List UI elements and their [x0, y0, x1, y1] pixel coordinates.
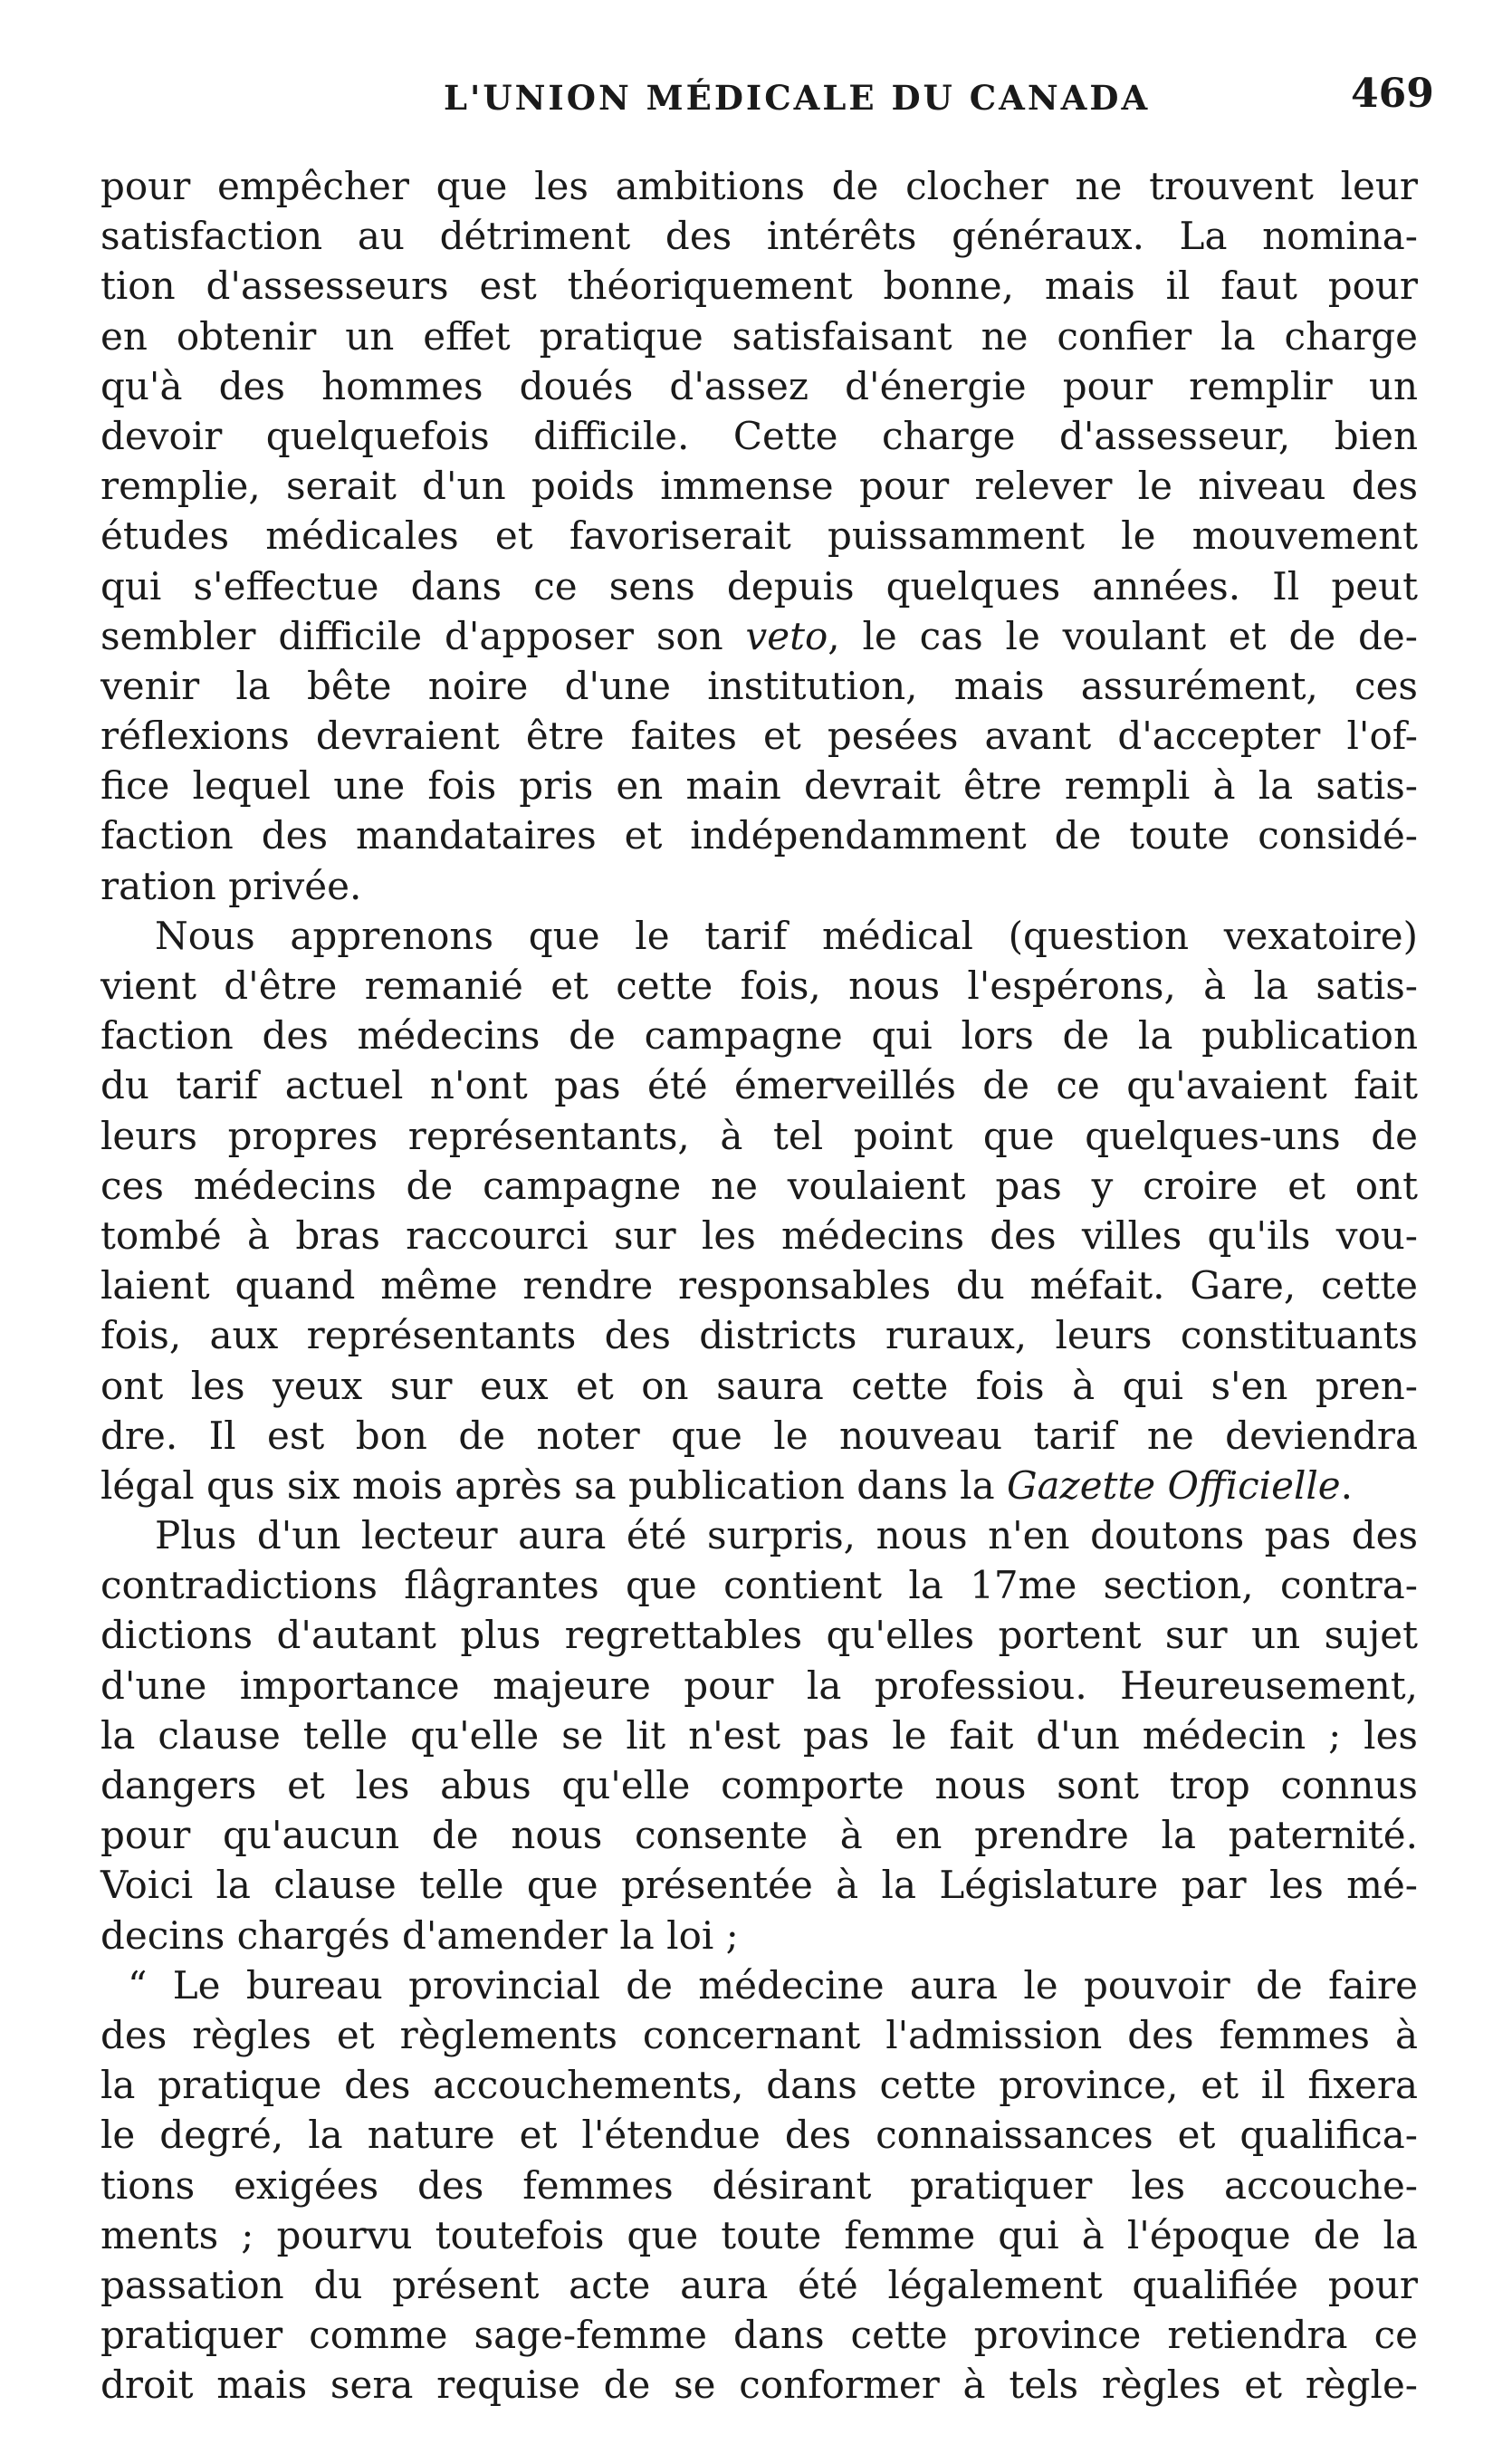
text-line: dangers et les abus qu'elle comporte nous sont trop connus: [100, 1763, 1418, 1807]
text-line: laient quand même rendre responsables du méfait. Gare, cette: [100, 1263, 1418, 1308]
text-line: passation du présent acte aura été légalement qualifiée pour: [100, 2262, 1418, 2307]
text-line: remplie, serait d'un poids immense pour relever le niveau des: [100, 464, 1418, 509]
text-line: devoir quelquefois difficile. Cette charge d'assesseur, bien: [100, 413, 1418, 458]
running-title: L'UNION MÉDICALE DU CANADA: [444, 78, 1151, 118]
text-line: pour empêcher que les ambitions de clocher ne trouvent leur: [100, 164, 1418, 208]
text-line: réflexions devraient être faites et pesées avant d'accepter l'of-: [100, 714, 1418, 759]
text-line: dre. Il est bon de noter que le nouveau tarif ne deviendra: [100, 1413, 1418, 1458]
text-line: ces médecins de campagne ne voulaient pas y croire et ont: [100, 1163, 1418, 1208]
text-line: légal qus six mois après sa publication dans la Gazette Officielle.: [100, 1462, 1354, 1508]
text-line: pour qu'aucun de nous consente à en prendre la paternité.: [100, 1813, 1418, 1858]
text-line: satisfaction au détriment des intérêts généraux. La nomina-: [100, 214, 1418, 259]
text-line: tombé à bras raccourci sur les médecins des villes qu'ils vou-: [100, 1212, 1418, 1258]
page-number: 469: [1351, 71, 1434, 117]
text-line: qui s'effectue dans ce sens depuis quelques années. Il peut: [100, 563, 1418, 609]
text-line: ration privée.: [100, 863, 362, 908]
text-line: études médicales et favoriserait puissamment le mouvement: [100, 513, 1418, 559]
text-line: venir la bête noire d'une institution, mais assurément, ces: [100, 663, 1418, 708]
text-line: dictions d'autant plus regrettables qu'elles portent sur un sujet: [100, 1613, 1418, 1658]
text-line: fois, aux représentants des districts ruraux, leurs constituants: [100, 1313, 1418, 1358]
paragraph-start-line: Plus d'un lecteur aura été surpris, nous n'en doutons pas des: [155, 1513, 1418, 1558]
text-line: decins chargés d'amender la loi ;: [100, 1912, 739, 1958]
text-line: pratiquer comme sage-femme dans cette province retiendra ce: [100, 2313, 1418, 2358]
text-line: la clause telle qu'elle se lit n'est pas le fait d'un médecin ; les: [100, 1712, 1418, 1758]
body-text: [100, 161, 1418, 2410]
text-line: fice lequel une fois pris en main devrait être rempli à la satis-: [100, 763, 1418, 809]
text-line: qu'à des hommes doués d'assez d'énergie pour remplir un: [100, 363, 1418, 408]
text-line: d'une importance majeure pour la professiou. Heureusement,: [100, 1663, 1418, 1708]
text-line: la pratique des accouchements, dans cette province, et il fixera: [100, 2063, 1418, 2108]
paragraph-start-line: Nous apprenons que le tarif médical (question vexatoire): [155, 913, 1418, 958]
text-line: vient d'être remanié et cette fois, nous l'espérons, à la satis-: [100, 963, 1418, 1008]
text-line: tions exigées des femmes désirant pratiquer les accouche-: [100, 2162, 1418, 2208]
text-line: du tarif actuel n'ont pas été émerveillés de ce qu'avaient fait: [100, 1063, 1418, 1108]
text-line: Voici la clause telle que présentée à la Législature par les mé-: [100, 1863, 1418, 1908]
text-line: des règles et règlements concernant l'admission des femmes à: [100, 2012, 1418, 2057]
text-line: tion d'assesseurs est théoriquement bonne, mais il faut pour: [100, 264, 1418, 309]
text-line: en obtenir un effet pratique satisfaisant ne confier la charge: [100, 313, 1418, 359]
text-line: ont les yeux sur eux et on saura cette fois à qui s'en pren-: [100, 1363, 1418, 1408]
text-line: droit mais sera requise de se conformer à tels règles et règle-: [100, 2362, 1418, 2408]
text-line: contradictions flâgrantes que contient la 17me section, contra-: [100, 1563, 1418, 1608]
text-line: leurs propres représentants, à tel point que quelques-uns de: [100, 1113, 1418, 1158]
text-line: faction des mandataires et indépendamment de toute considé-: [100, 813, 1418, 858]
italic-term: veto: [745, 613, 828, 658]
text-line: sembler difficile d'apposer son veto, le cas le voulant et de de-: [100, 613, 1418, 658]
text-line: faction des médecins de campagne qui lors de la publication: [100, 1013, 1418, 1059]
text-line: le degré, la nature et l'étendue des connaissances et qualifica-: [100, 2113, 1418, 2158]
running-head: [0, 71, 1512, 125]
text-line: ments ; pourvu toutefois que toute femme qui à l'époque de la: [100, 2212, 1418, 2257]
italic-term: Gazette Officielle: [1006, 1462, 1341, 1508]
paragraph-start-line: “ Le bureau provincial de médecine aura le pouvoir de faire: [128, 1962, 1418, 2008]
